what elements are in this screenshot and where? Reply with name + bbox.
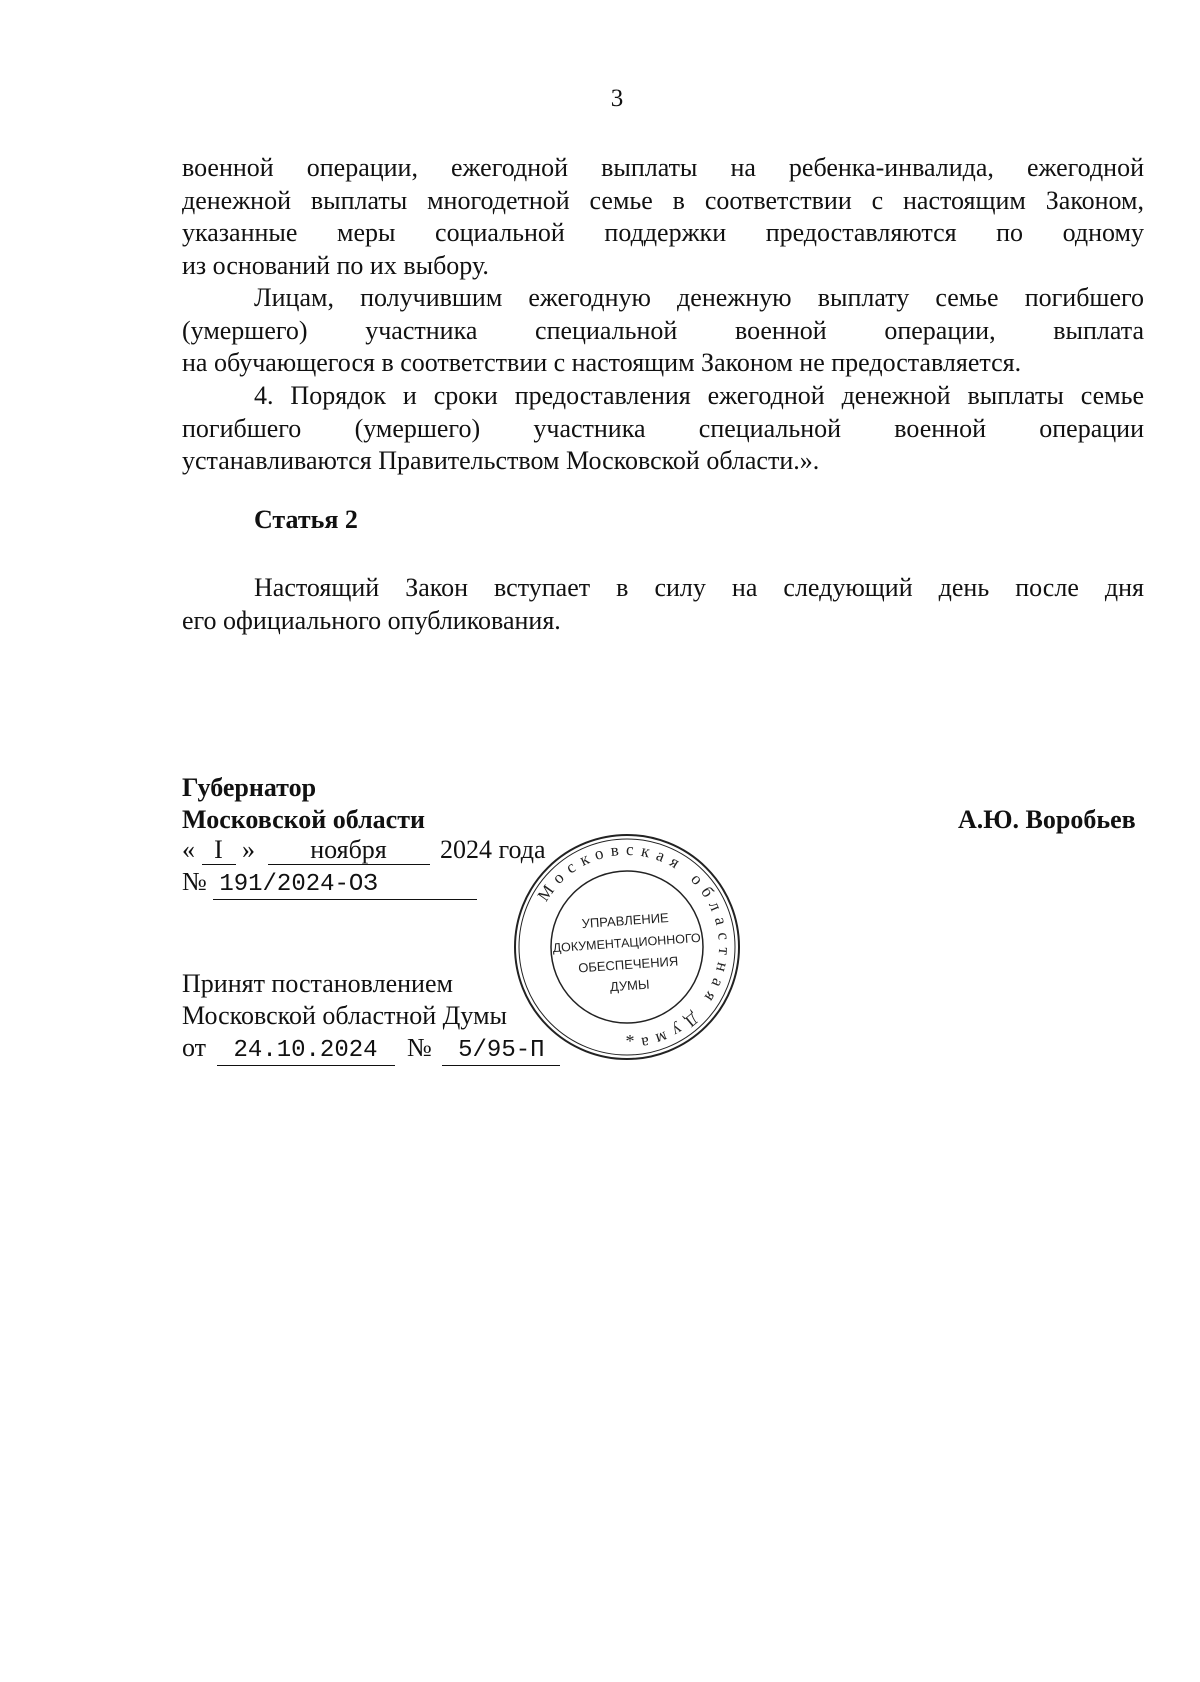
governor-title-line2: Московской области <box>182 805 425 834</box>
article-heading: Статья 2 <box>254 505 358 534</box>
from-label: от <box>182 1033 207 1062</box>
text-line: Лицам, получившим ежегодную денежную выплату семье погибшего <box>254 283 1144 312</box>
text-line: денежной выплаты многодетной семье в соответствии с настоящим Законом, <box>182 185 1144 215</box>
text-line: 4. Порядок и сроки предоставления ежегодной денежной выплаты семье <box>254 381 1144 410</box>
adopted-date: 24.10.2024 <box>217 1037 395 1066</box>
text-line: погибшего (умершего) участника специальной военной операции <box>182 413 1144 443</box>
page-number: 3 <box>610 85 624 112</box>
stamp-ring-text: Московская областная Дума <box>533 839 735 1054</box>
paragraph-recipients <box>182 282 1144 380</box>
number-sign: № <box>182 867 207 896</box>
law-number: 191/2024-ОЗ <box>213 871 477 900</box>
text-line: его официального опубликования. <box>182 605 561 635</box>
adopted-number: 5/95-П <box>442 1037 560 1066</box>
stamp-star: * <box>625 1031 635 1051</box>
signing-date <box>182 834 546 866</box>
text-line: военной операции, ежегодной выплаты на ребенка-инвалида, ежегодной <box>182 153 1144 182</box>
quote-open: « <box>182 835 195 864</box>
signing-year: 2024 года <box>440 835 546 864</box>
text-line: указанные меры социальной поддержки предоставляются по одному <box>182 218 1144 247</box>
text-line: на обучающегося в соответствии с настоящим Законом не предоставляется. <box>182 348 1022 377</box>
article-text <box>182 572 1144 637</box>
paragraph-procedure <box>182 380 1144 478</box>
governor-name: А.Ю. Воробьев <box>958 805 1136 834</box>
text-line: устанавливаются Правительством Московской области.». <box>182 446 820 475</box>
stamp-center-line4: ДУМЫ <box>609 976 650 995</box>
governor-title-line1: Губернатор <box>182 773 317 802</box>
text-line: (умершего) участника специальной военной операции, выплата <box>182 315 1144 345</box>
adopted-number-sign: № <box>407 1033 432 1062</box>
signing-month: ноября <box>268 836 430 865</box>
signing-day: I <box>202 836 236 865</box>
quote-close: » <box>242 835 255 864</box>
stamp-center-line2: ДОКУМЕНТАЦИОННОГО <box>552 930 702 956</box>
text-line: Настоящий Закон вступает в силу на следующий день после дня <box>254 573 1144 602</box>
adopted-date-line <box>182 1032 560 1066</box>
official-stamp <box>512 832 742 1062</box>
law-number-line <box>182 866 477 900</box>
stamp-center-line1: УПРАВЛЕНИЕ <box>581 910 670 932</box>
stamp-center-line3: ОБЕСПЕЧЕНИЯ <box>577 953 679 976</box>
paragraph-continuation <box>182 152 1144 282</box>
adopted-line2: Московской областной Думы <box>182 1001 507 1030</box>
text-line: из оснований по их выбору. <box>182 250 489 280</box>
adopted-line1: Принят постановлением <box>182 969 453 998</box>
